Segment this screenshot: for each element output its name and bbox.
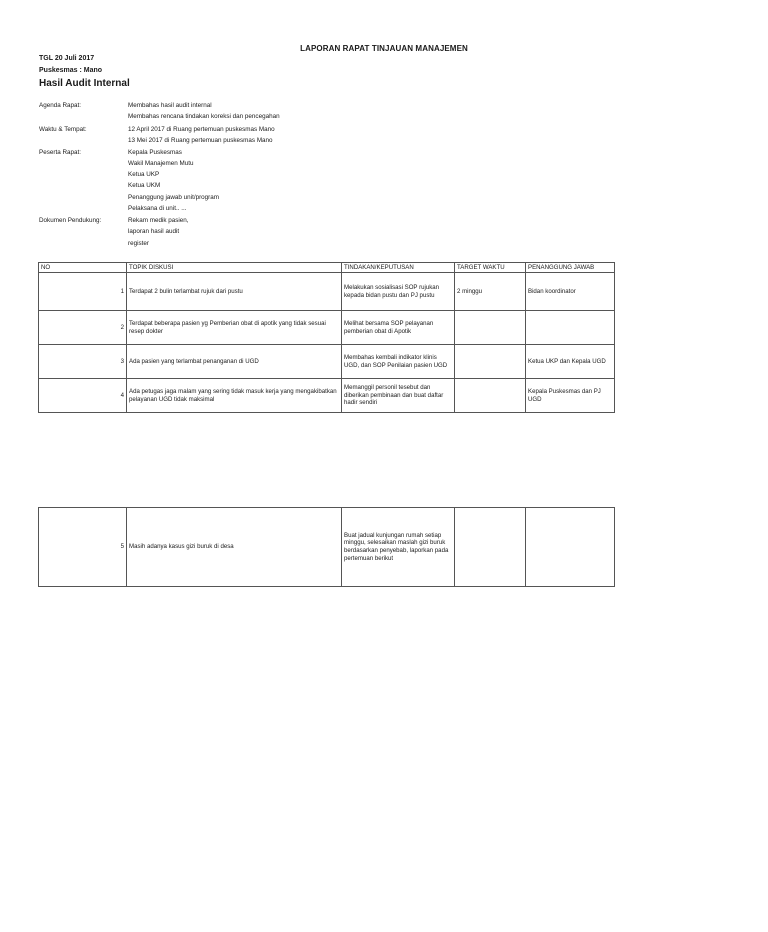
header-target: TARGET WAKTU: [455, 263, 526, 273]
dokumen-line: register: [128, 240, 149, 247]
row-target: [455, 508, 526, 587]
waktu-label: Waktu & Tempat:: [39, 126, 87, 133]
row-pj: [526, 508, 615, 587]
row-tindakan: Memanggil personil tesebut dan diberikan pembinaan dan buat daftar hadir sendiri: [342, 379, 455, 413]
table-row: [39, 273, 615, 311]
row-tindakan: Buat jadual kunjungan rumah setiap minggu, selesaikan maslah gizi buruk berdasarkan penyebab, laporkan pada pertemuan berikut: [342, 508, 455, 587]
waktu-line: 13 Mei 2017 di Ruang pertemuan puskesmas Mano: [128, 137, 273, 144]
row-topik: Terdapat beberapa pasien yg Pemberian obat di apotik yang tidak sesuai resep dokter: [127, 311, 342, 345]
table-header-row: [39, 263, 615, 273]
header-tindakan: TINDAKAN/KEPUTUSAN: [342, 263, 455, 273]
row-pj: Ketua UKP dan Kepala UGD: [526, 345, 615, 379]
dokumen-line: Rekam medik pasien,: [128, 217, 189, 224]
waktu-line: 12 April 2017 di Ruang pertemuan puskesmas Mano: [128, 126, 275, 133]
peserta-line: Wakil Manajemen Mutu: [128, 160, 194, 167]
peserta-line: Pelaksana di unit.. ...: [128, 205, 187, 212]
discussion-table-continued: [38, 507, 615, 587]
puskesmas-name: Puskesmas : Mano: [39, 67, 103, 74]
row-number: 2: [39, 311, 127, 345]
dokumen-line: laporan hasil audit: [128, 228, 180, 235]
peserta-label: Peserta Rapat:: [39, 149, 82, 156]
discussion-table: [38, 262, 615, 413]
row-target: [455, 311, 526, 345]
row-topik: Terdapat 2 bulin terlambat rujuk dari pustu: [127, 273, 342, 311]
document-title: LAPORAN RAPAT TINJAUAN MANAJEMEN: [300, 44, 468, 53]
agenda-line: Membahas rencana tindakan koreksi dan pencegahan: [128, 113, 280, 120]
header-topik: TOPIK DISKUSI: [127, 263, 342, 273]
meeting-date: TGL 20 Juli 2017: [39, 55, 95, 62]
agenda-label: Agenda Rapat:: [39, 102, 82, 109]
peserta-line: Ketua UKP: [128, 171, 160, 178]
row-pj: [526, 311, 615, 345]
row-topik: Masih adanya kasus gizi buruk di desa: [127, 508, 342, 587]
row-number: 5: [39, 508, 127, 587]
row-tindakan: Melakukan sosialisasi SOP rujukan kepada bidan pustu dan PJ pustu: [342, 273, 455, 311]
row-pj: Kepala Puskesmas dan PJ UGD: [526, 379, 615, 413]
row-number: 1: [39, 273, 127, 311]
row-target: 2 minggu: [455, 273, 526, 311]
section-heading: Hasil Audit Internal: [39, 78, 130, 89]
peserta-line: Penanggung jawab unit/program: [128, 194, 220, 201]
peserta-line: Ketua UKM: [128, 182, 161, 189]
row-number: 4: [39, 379, 127, 413]
row-tindakan: Melihat bersama SOP pelayanan pemberian obat di Apotik: [342, 311, 455, 345]
table-row: [39, 311, 615, 345]
row-topik: Ada pasien yang terlambat penanganan di UGD: [127, 345, 342, 379]
dokumen-label: Dokumen Pendukung:: [39, 217, 102, 224]
row-target: [455, 345, 526, 379]
table-row: [39, 379, 615, 413]
row-topik: Ada petugas jaga malam yang sering tidak masuk kerja yang mengakibatkan pelayanan UGD tidak maksimal: [127, 379, 342, 413]
agenda-line: Membahas hasil audit internal: [128, 102, 212, 109]
row-number: 3: [39, 345, 127, 379]
header-no: NO: [39, 263, 127, 273]
table-row: [39, 345, 615, 379]
header-pj: PENANGGUNG JAWAB: [526, 263, 615, 273]
table-row: [39, 508, 615, 587]
peserta-line: Kepala Puskesmas: [128, 149, 182, 156]
row-pj: Bidan koordinator: [526, 273, 615, 311]
row-tindakan: Membahas kembali indikator klinis UGD, dan SOP Penilaian pasien UGD: [342, 345, 455, 379]
row-target: [455, 379, 526, 413]
